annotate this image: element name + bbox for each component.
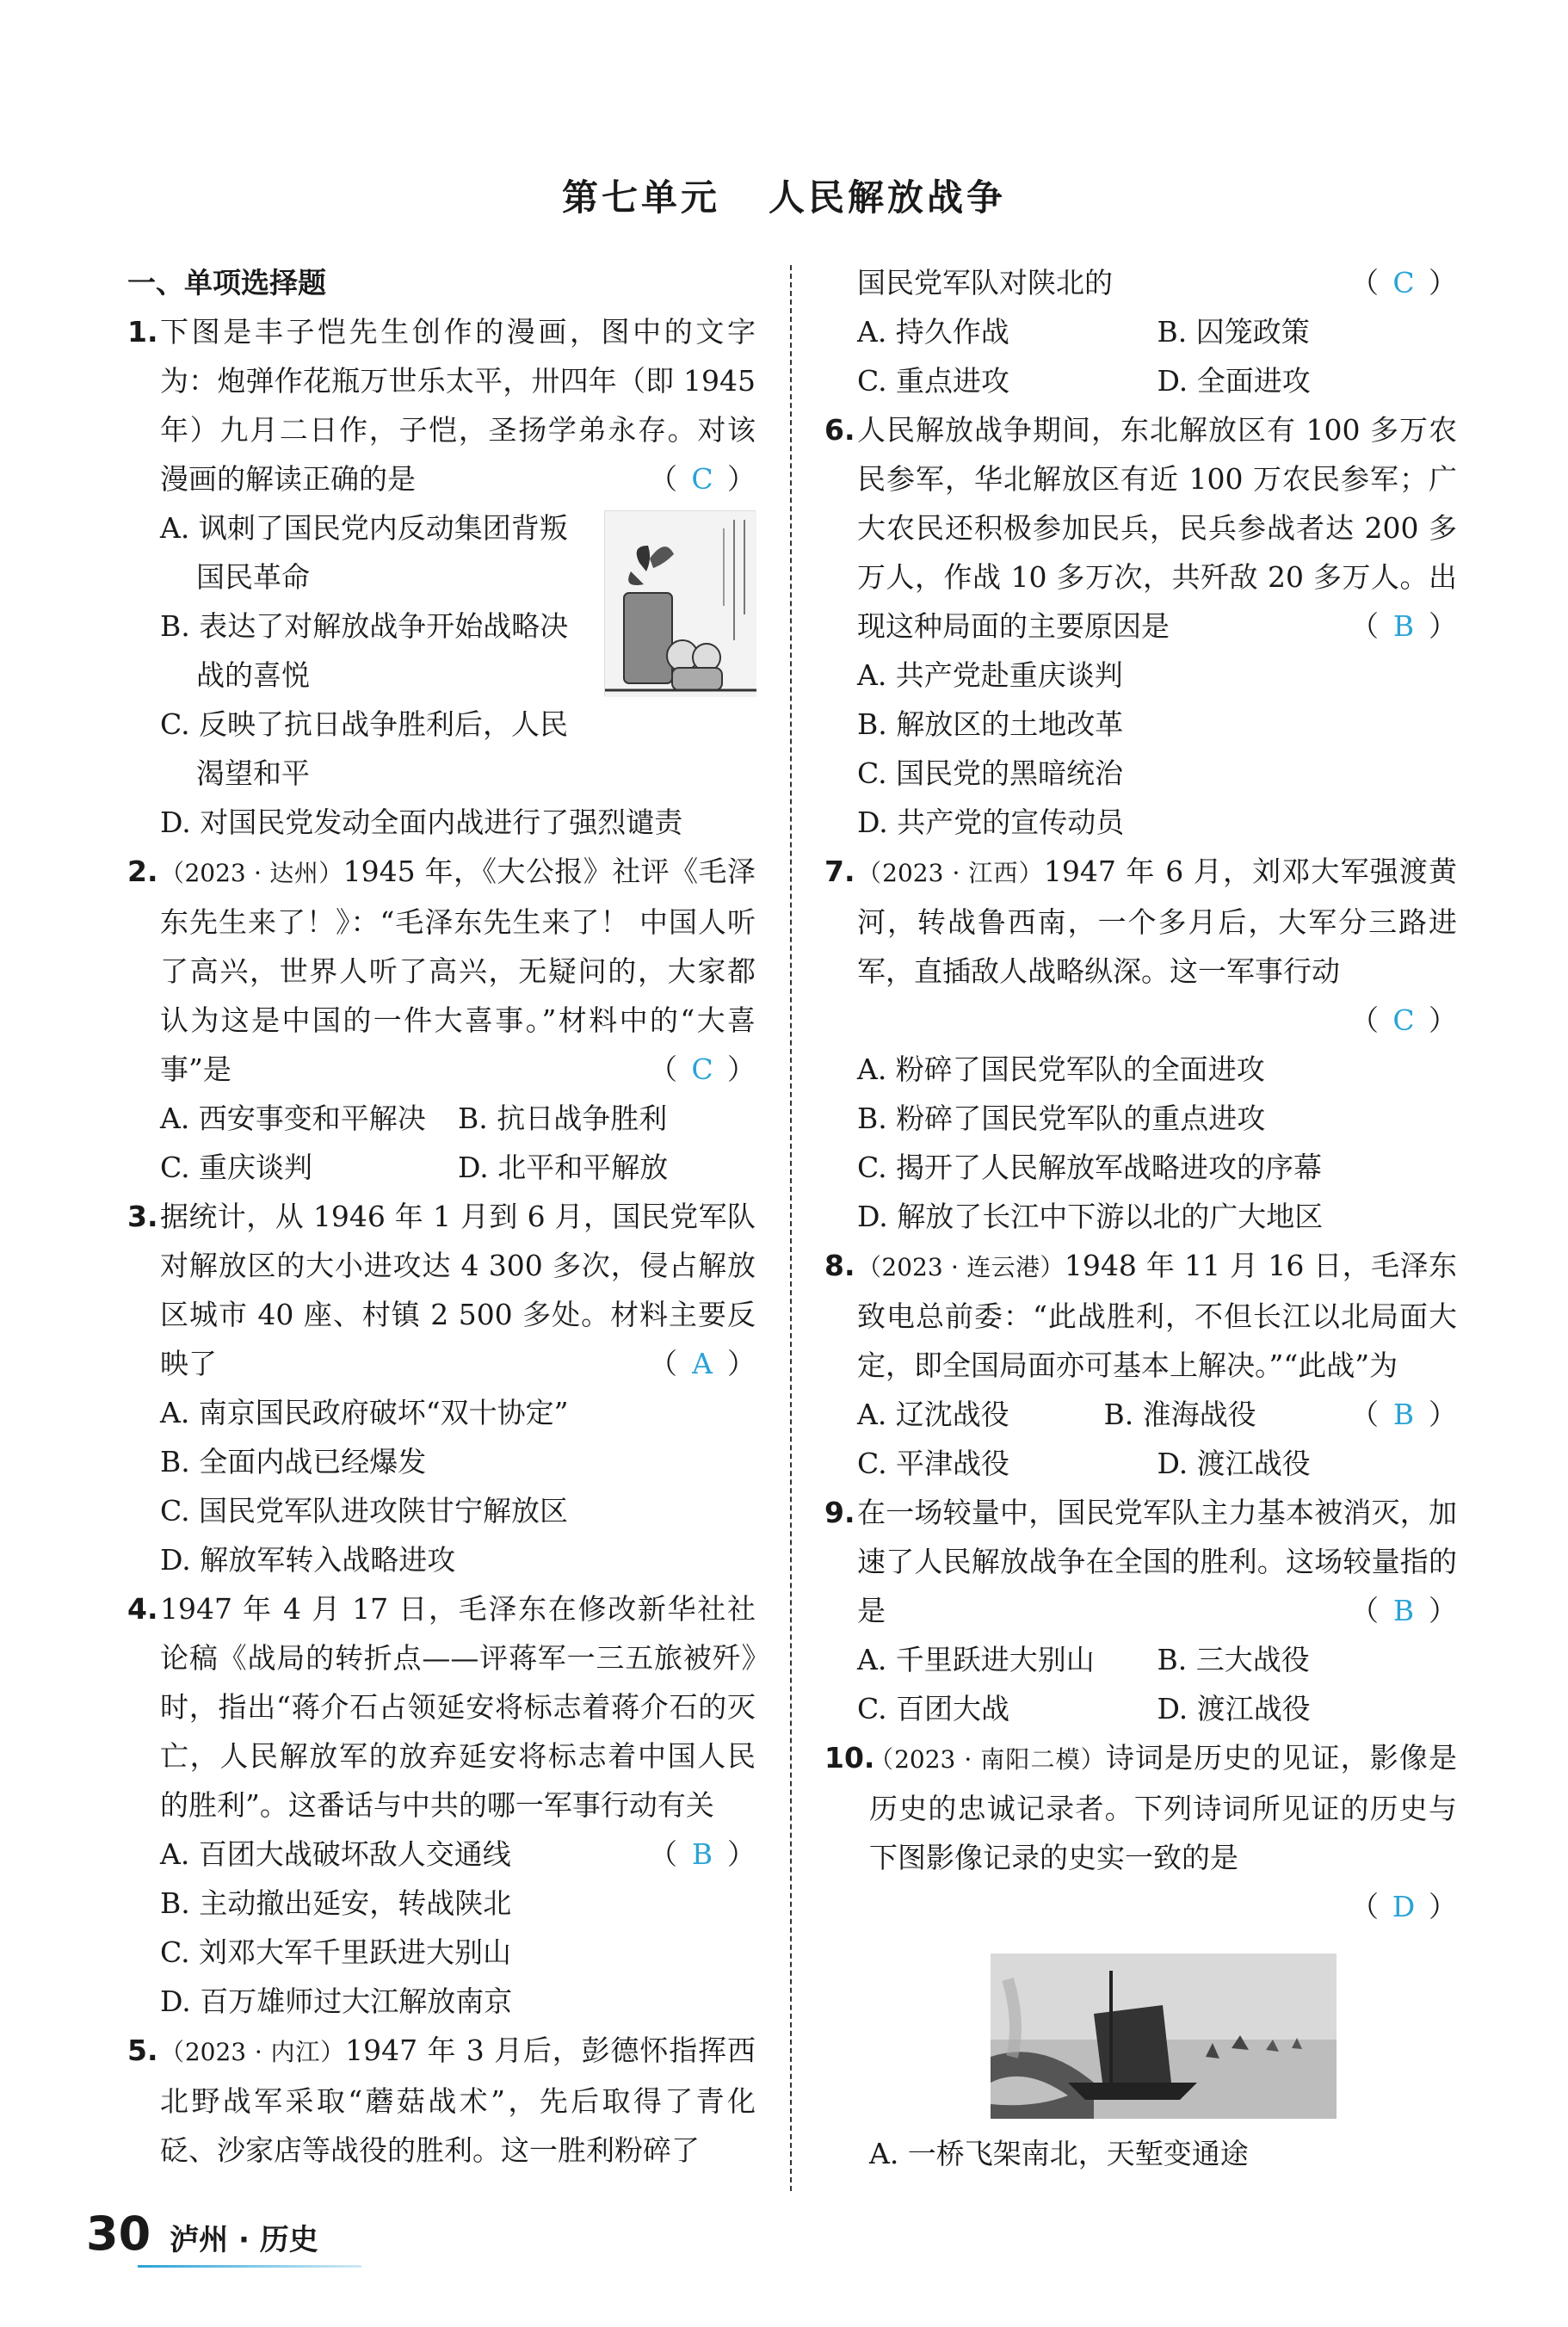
question-number: 9. <box>824 1496 855 1529</box>
option-d: D. 对国民党发动全面内战进行了强烈谴责 <box>160 806 683 839</box>
section-heading: 一、单项选择题 <box>127 266 326 299</box>
option-b: B. 主动撤出延安，转战陕北 <box>160 1886 512 1920</box>
answer-letter: D <box>1392 1890 1416 1923</box>
page-number: 30 <box>86 2207 151 2261</box>
question-5-continued <box>824 258 1457 405</box>
left-column <box>127 258 756 2175</box>
question-stem: 下图是丰子恺先生创作的漫画，图中的文字为：炮弹作花瓶万世乐太平，卅四年（即 1945 年）九月二日作，子恺，圣扬学弟永存。对该漫画的解读正确的是 （ C ） <box>160 307 756 503</box>
page-footer <box>86 2208 318 2265</box>
option-b: B. 粉碎了国民党军队的重点进攻 <box>857 1102 1266 1135</box>
question-source: （2023 · 江西） <box>857 859 1044 887</box>
option-a: A. 千里跃进大别山 <box>857 1643 1095 1676</box>
option-c: C. 百团大战 <box>857 1692 1010 1725</box>
option-d: D. 百万雄师过大江解放南京 <box>160 1984 513 2018</box>
cartoon-image <box>604 510 756 696</box>
answer-letter: B <box>1392 1398 1415 1431</box>
option-c: C. 反映了抗日战争胜利后，人民渴望和平 <box>160 707 569 790</box>
question-stem: 1947 年 4 月 17 日，毛泽东在修改新华社社论稿《战局的转折点——评蒋军一三五旅被歼》时，指出“蒋介石占领延安将标志着蒋介石的灭亡，人民解放军的放弃延安将标志着中国人民的胜利”。这番话与中共的哪一军事行动有关 （ B ） <box>160 1584 756 1830</box>
option-d: D. 渡江战役 <box>1157 1447 1311 1480</box>
answer-letter: C <box>691 1052 713 1086</box>
option-b: B. 淮海战役 <box>1103 1398 1256 1431</box>
option-c: C. 揭开了人民解放军战略进攻的序幕 <box>857 1151 1323 1184</box>
footer-accent-line <box>138 2265 361 2268</box>
answer-bracket: （ B ） <box>1350 602 1457 651</box>
answer-letter: B <box>1392 609 1415 643</box>
answer-bracket: （ B ） <box>649 1830 756 1879</box>
option-c: C. 重点进攻 <box>857 364 1010 398</box>
question-stem: （2023 · 江西）1947 年 6 月，刘邓大军强渡黄河，转战鲁西南，一个多月后，大军分三路进军，直插敌人战略纵深。这一军事行动 <box>857 855 1457 988</box>
question-number: 1. <box>127 315 158 349</box>
option-b: B. 解放区的土地改革 <box>857 707 1124 741</box>
option-a: A. 辽沈战役 <box>857 1398 1009 1431</box>
question-2 <box>127 847 756 1192</box>
question-source: （2023 · 连云港） <box>857 1253 1065 1281</box>
option-c: C. 平津战役 <box>857 1447 1010 1480</box>
question-8 <box>824 1241 1457 1488</box>
question-number: 4. <box>127 1592 158 1626</box>
question-number: 5. <box>127 2034 158 2067</box>
option-d: D. 解放军转入战略进攻 <box>160 1543 456 1577</box>
answer-letter: A <box>692 1347 713 1380</box>
unit-number: 第七单元 <box>561 176 720 219</box>
option-b: B. 囚笼政策 <box>1157 315 1310 349</box>
answer-bracket: （ B ） <box>1350 1586 1457 1635</box>
option-d: D. 解放了长江中下游以北的广大地区 <box>857 1200 1324 1233</box>
question-7 <box>824 847 1457 1241</box>
river-crossing-photo <box>991 1954 1337 2119</box>
question-stem: 人民解放战争期间，东北解放区有 100 多万农民参军，华北解放区有近 100 万农民参军；广大农民还积极参加民兵，民兵参战者达 200 多万人，作战 10 多万次，共歼敌 20 多万人。出现这种局面的主要原因是 （ B ） <box>857 405 1457 651</box>
question-source: （2023 · 南阳二模） <box>869 1745 1106 1774</box>
question-number: 7. <box>824 855 855 888</box>
vase-cartoon-icon <box>605 511 756 697</box>
option-c: C. 刘邓大军千里跃进大别山 <box>160 1935 512 1969</box>
column-divider <box>790 265 792 2191</box>
question-stem: （2023 · 南阳二模）诗词是历史的见证，影像是历史的忠诚记录者。下列诗词所见证的历史与下图影像记录的史实一致的是 <box>869 1741 1458 1874</box>
option-a: A. 持久作战 <box>857 315 1009 349</box>
question-stem: （2023 · 达州）1945 年，《大公报》社评《毛泽东先生来了！》：“毛泽东先生来了！ 中国人听了高兴，世界人听了高兴，无疑问的，大家都认为这是中国的一件大喜事。”材料中的“大喜事”是 （ C ） <box>160 847 756 1094</box>
question-stem: 据统计，从 1946 年 1 月到 6 月，国民党军队对解放区的大小进攻达 4 300 多次，侵占解放区城市 40 座、村镇 2 500 多处。材料主要反映了 （ A ） <box>160 1192 756 1388</box>
option-c: C. 重庆谈判 <box>160 1151 313 1184</box>
question-number: 3. <box>127 1200 158 1233</box>
question-stem: （2023 · 内江）1947 年 3 月后，彭德怀指挥西北野战军采取“蘑菇战术”，先后取得了青化砭、沙家店等战役的胜利。这一胜利粉碎了 <box>160 2034 756 2167</box>
question-source: （2023 · 内江） <box>160 2038 346 2066</box>
right-column <box>824 258 1457 2178</box>
option-d: D. 渡江战役 <box>1157 1692 1311 1725</box>
question-stem: 在一场较量中，国民党军队主力基本被消灭，加速了人民解放战争在全国的胜利。这场较量指的是 （ B ） <box>857 1488 1457 1635</box>
option-d: D. 共产党的宣传动员 <box>857 806 1125 839</box>
answer-bracket: （ B ） <box>1350 1390 1457 1439</box>
option-b: B. 三大战役 <box>1157 1643 1310 1676</box>
question-stem: （2023 · 连云港）1948 年 11 月 16 日，毛泽东致电总前委：“此战胜利，不但长江以北局面大定，即全国局面亦可基本上解决。”“此战”为 （ B ） <box>857 1241 1457 1390</box>
option-d: D. 全面进攻 <box>1157 364 1311 398</box>
unit-title <box>0 172 1568 224</box>
question-source: （2023 · 达州） <box>160 859 343 887</box>
question-5 <box>127 2026 756 2175</box>
option-b: B. 表达了对解放战争开始战略决战的喜悦 <box>160 609 569 692</box>
answer-bracket: （ C ） <box>1350 258 1457 307</box>
option-b: B. 全面内战已经爆发 <box>160 1445 427 1478</box>
option-d: D. 北平和平解放 <box>458 1151 669 1184</box>
option-c: C. 国民党的黑暗统治 <box>857 756 1124 790</box>
answer-bracket: （ C ） <box>1350 1003 1457 1037</box>
option-a: A. 西安事变和平解决 <box>160 1102 426 1135</box>
option-a: A. 南京国民政府破坏“双十协定” <box>160 1396 569 1429</box>
question-4 <box>127 1584 756 2026</box>
question-number: 6. <box>824 413 855 447</box>
option-c: C. 国民党军队进攻陕甘宁解放区 <box>160 1494 569 1528</box>
question-3 <box>127 1192 756 1584</box>
answer-letter: C <box>1392 1003 1415 1037</box>
option-a: A. 共产党赴重庆谈判 <box>857 658 1123 692</box>
unit-name: 人民解放战争 <box>769 176 1007 219</box>
question-number: 10. <box>824 1741 875 1775</box>
option-a: A. 讽刺了国民党内反动集团背叛国民革命 <box>160 511 568 594</box>
answer-bracket: （ C ） <box>649 454 756 503</box>
question-6 <box>824 405 1457 847</box>
option-a: A. 粉碎了国民党军队的全面进攻 <box>857 1052 1265 1086</box>
question-10 <box>824 1733 1457 2178</box>
book-label: 泸州 · 历史 <box>170 2223 318 2257</box>
question-stem: 国民党军队对陕北的 <box>857 266 1113 299</box>
option-a: A. 一桥飞架南北，天堑变通途 <box>869 2137 1249 2170</box>
answer-bracket: （ A ） <box>649 1339 756 1388</box>
answer-bracket: （ D ） <box>1350 1890 1457 1923</box>
question-9 <box>824 1488 1457 1733</box>
option-a: A. 百团大战破坏敌人交通线 <box>160 1837 511 1871</box>
question-1 <box>127 307 756 847</box>
answer-bracket: （ C ） <box>649 1045 756 1094</box>
question-number: 8. <box>824 1249 855 1282</box>
answer-letter: B <box>691 1837 713 1871</box>
question-number: 2. <box>127 855 158 888</box>
option-b: B. 抗日战争胜利 <box>458 1102 668 1135</box>
answer-letter: B <box>1392 1594 1415 1627</box>
answer-letter: C <box>691 462 713 496</box>
answer-letter: C <box>1392 266 1415 299</box>
